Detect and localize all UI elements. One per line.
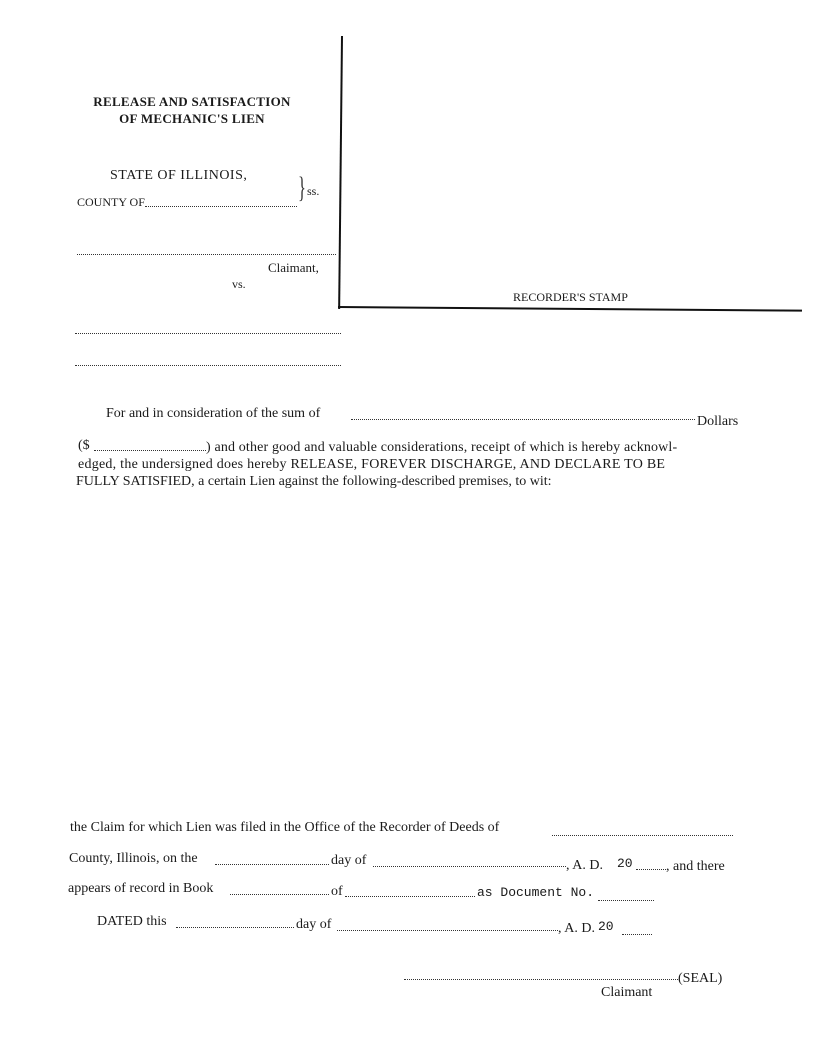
claim-filed-text: the Claim for which Lien was filed in the Office of the Recorder of Deeds of — [70, 820, 500, 835]
sum-field[interactable] — [351, 419, 695, 420]
respondent-name-field-2[interactable] — [75, 365, 341, 366]
filed-year-field[interactable] — [636, 869, 666, 870]
and-there-label: , and there — [666, 859, 725, 874]
consideration-text: For and in consideration of the sum of — [106, 406, 321, 421]
amount-field[interactable] — [94, 450, 206, 451]
book-of-label: of — [331, 884, 343, 899]
stamp-box-left-border — [338, 36, 343, 309]
dated-year-field[interactable] — [622, 934, 652, 935]
vs-label: vs. — [232, 277, 246, 291]
filed-year-prefix: 20 — [617, 856, 633, 871]
stamp-box-bottom-border — [338, 306, 802, 312]
filed-day-of-label: day of — [331, 853, 367, 868]
respondent-name-field-1[interactable] — [75, 333, 341, 334]
filed-day-field[interactable] — [215, 864, 329, 865]
dollars-label: Dollars — [697, 414, 739, 429]
amount-paren-open: ($ — [78, 438, 90, 453]
recorder-county-field[interactable] — [552, 835, 733, 836]
consideration-line1: ) and other good and valuable considerations, receipt of which is hereby acknowl- — [206, 440, 678, 455]
dated-day-field[interactable] — [176, 927, 294, 928]
claimant-name-field[interactable] — [77, 254, 336, 255]
claimant-label: Claimant, — [268, 260, 319, 275]
document-number-field[interactable] — [598, 900, 654, 901]
book-of-field[interactable] — [345, 896, 475, 897]
dated-day-of-label: day of — [296, 917, 332, 932]
dated-ad-label: , A. D. — [558, 921, 595, 936]
claimant-signature-label: Claimant — [601, 985, 653, 1000]
ss-label: ss. — [307, 184, 320, 198]
recorder-stamp-label: RECORDER'S STAMP — [513, 290, 628, 304]
filed-ad-label: , A. D. — [566, 858, 603, 873]
book-field[interactable] — [230, 894, 329, 895]
county-illinois-text: County, Illinois, on the — [69, 851, 198, 866]
as-document-label: as Document No. — [477, 885, 595, 900]
seal-label: (SEAL) — [678, 971, 723, 986]
filed-month-field[interactable] — [373, 866, 566, 867]
consideration-line2: edged, the undersigned does hereby RELEASE, FOREVER DISCHARGE, AND DECLARE TO BE — [78, 457, 666, 472]
claimant-signature-field[interactable] — [404, 979, 678, 980]
form-title-line2: OF MECHANIC'S LIEN — [119, 111, 265, 126]
county-label: COUNTY OF — [77, 195, 145, 209]
state-label: STATE OF ILLINOIS, — [110, 168, 248, 183]
dated-month-field[interactable] — [337, 930, 558, 931]
appears-record-text: appears of record in Book — [68, 881, 214, 896]
dated-year-prefix: 20 — [598, 919, 614, 934]
dated-this-text: DATED this — [97, 914, 167, 929]
consideration-line3: FULLY SATISFIED, a certain Lien against the following-described premises, to wit: — [76, 474, 552, 489]
brace-icon: } — [298, 171, 306, 204]
form-title-line1: RELEASE AND SATISFACTION — [93, 94, 291, 109]
county-field[interactable] — [145, 206, 297, 207]
